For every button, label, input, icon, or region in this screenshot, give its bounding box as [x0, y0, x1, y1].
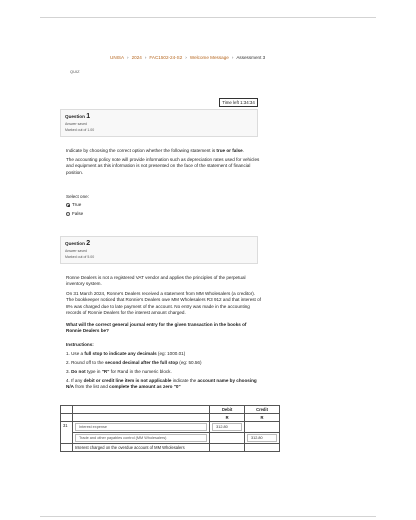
breadcrumb-course[interactable]: FAC1502-24-S2	[149, 55, 183, 60]
journal-currency-row	[61, 414, 280, 422]
credit-header: Credit	[245, 406, 280, 414]
breadcrumb-year[interactable]: 2024	[131, 55, 142, 60]
breadcrumb-unisa[interactable]: UNISA	[110, 55, 125, 60]
question-1-marks: Marked out of 1.00	[65, 128, 95, 132]
question-2-paragraph-1: Ronne Dealers is not a registered VAT vendor and applies the principles of the perpetual inventory system.	[66, 275, 246, 287]
journal-narration-row	[61, 444, 280, 452]
select-one-label: Select one:	[66, 194, 89, 199]
radio-true[interactable]	[66, 203, 70, 207]
debit-currency: R	[210, 414, 245, 422]
breadcrumb	[110, 55, 265, 60]
question-2-title: Question 2	[65, 240, 91, 247]
option-false-label[interactable]: False	[72, 211, 84, 216]
journal-narration: Interest charged on the overdue account of MM Wholesalers	[72, 444, 209, 452]
question-2-status: Answer saved	[65, 249, 87, 253]
question-1-title: Question 1	[65, 113, 91, 120]
instruction-3: 3. Do not type in "R" for Rand in the numeric block.	[66, 369, 172, 374]
question-2-marks: Marked out of 5.00	[65, 255, 95, 259]
option-true-row[interactable]	[66, 202, 262, 208]
chevron-right-icon: ›	[231, 55, 234, 60]
journal-entry-table	[60, 405, 280, 452]
question-number: 2	[86, 240, 91, 247]
question-2-prompt: What will the correct general journal entry for the given transaction in the books of Ronnie Dealers be?	[66, 322, 247, 334]
journal-date: 31	[61, 422, 73, 444]
question-1-statement: The accounting policy note will provide information such as depreciation rates used for vehicles and equipment as this information is not presented on the face of the statement of financial position.	[66, 157, 260, 175]
question-2-paragraph-2: On 31 March 2024, Ronne's Dealers received a statement from MM Wholesalers (a creditor). The bookkeeper noticed that Ronnie's Dealers owe MM Wholesalers R3 912 and that interest of 8% was charged due to late payment of the account. No entry was made in the accounting records of Ronnie Dealers for the interest amount charged.	[66, 291, 261, 316]
journal-header-row	[61, 406, 280, 414]
quiz-label: QUIZ	[70, 69, 80, 74]
question-1-status: Answer saved	[65, 122, 87, 126]
debit-amount-input[interactable]: 312.80	[212, 423, 242, 431]
journal-credit-row	[61, 433, 280, 444]
instruction-1: 1. Use a full stop to indicate any decimals (eg: 1000.01)	[66, 351, 186, 356]
bottom-divider	[40, 516, 376, 517]
question-2-info	[60, 236, 258, 264]
timer: Time left 1:34:34	[219, 98, 258, 107]
journal-debit-row	[61, 422, 280, 433]
credit-currency: R	[245, 414, 280, 422]
credit-amount-input[interactable]: 312.80	[247, 434, 277, 442]
question-number: 1	[86, 113, 91, 120]
chevron-right-icon: ›	[144, 55, 147, 60]
option-false-row[interactable]	[66, 211, 262, 217]
chevron-right-icon: ›	[185, 55, 187, 60]
radio-false[interactable]	[66, 212, 70, 216]
option-true-label[interactable]: True	[72, 202, 82, 207]
instruction-2: 2. Round off to the second decimal after the full stop (eg: 50.56)	[66, 360, 202, 365]
breadcrumb-welcome[interactable]: Welcome Message	[189, 55, 229, 60]
question-1-info	[60, 109, 258, 137]
instructions-title: Instructions:	[66, 342, 94, 347]
top-divider	[40, 17, 376, 18]
breadcrumb-current: Assessment 3	[236, 55, 266, 60]
question-1-instruction: Indicate by choosing the correct option whether the following statement is true or false.	[66, 148, 244, 153]
debit-account-select[interactable]: Interest expense	[75, 423, 207, 431]
debit-header: Debit	[210, 406, 245, 414]
instruction-4: 4. If any debit or credit line item is not applicable indicate the account name by choosing N/A from the list and complete the amount as zero "0"	[66, 378, 257, 390]
credit-account-select[interactable]: Trade and other payables control (MM Wholesalers)	[75, 434, 207, 442]
chevron-right-icon: ›	[127, 55, 129, 60]
